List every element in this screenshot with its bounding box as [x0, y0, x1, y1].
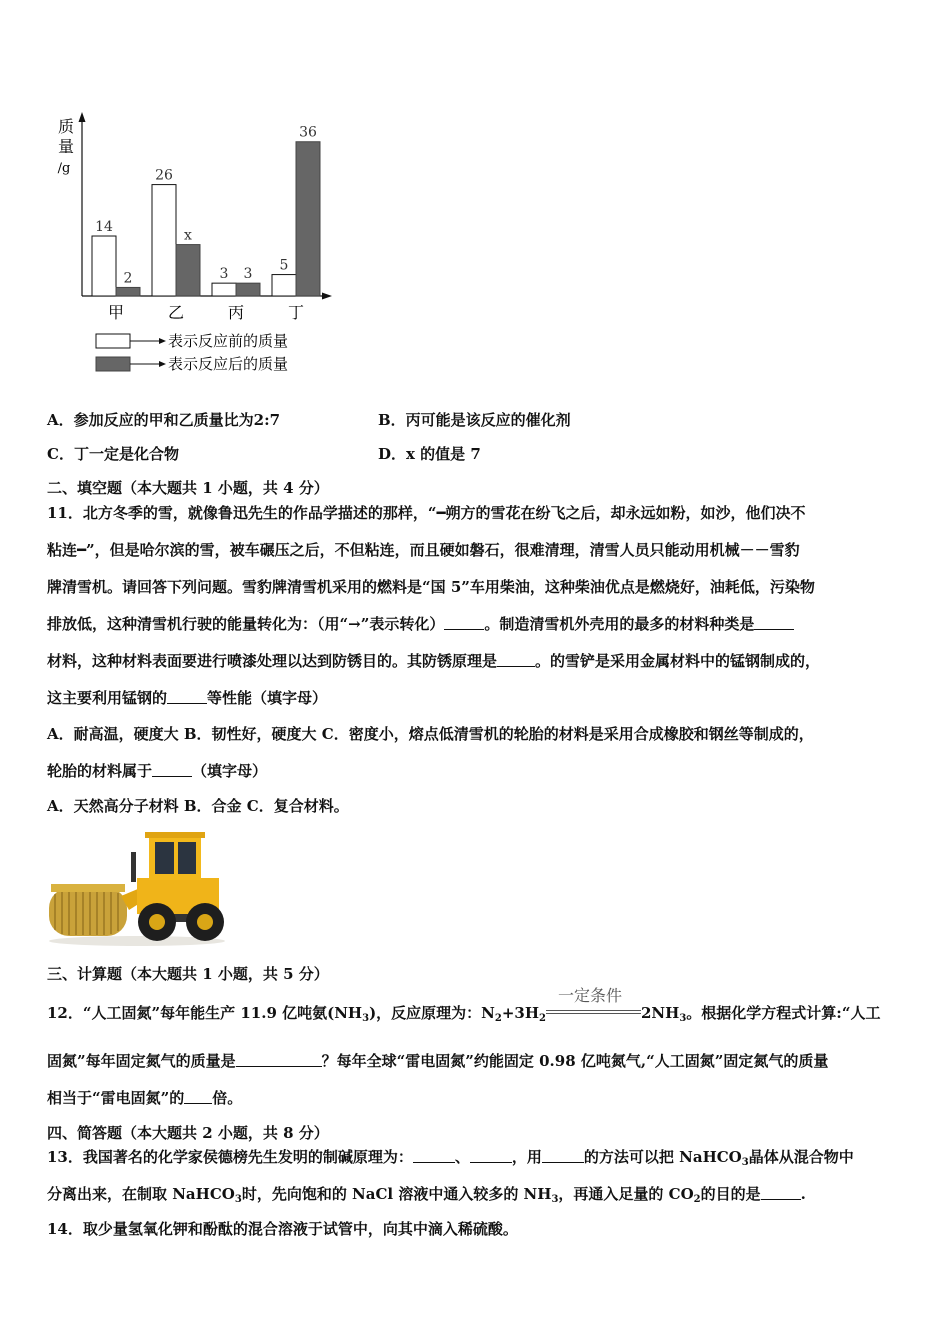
y-label-line-2: 量	[57, 137, 75, 156]
bar-before-2	[152, 185, 176, 296]
q11-line-5	[47, 651, 820, 671]
sub-3c: 3	[741, 1157, 749, 1168]
q12-line-3	[47, 1088, 242, 1108]
q11-line-4-a: 排放低，这种清雪机行驶的能量转化为：（用“→”表示转化）	[47, 615, 445, 633]
q10-option-c: C．丁一定是化合物	[47, 445, 179, 463]
sub-2c: 2	[693, 1194, 701, 1205]
data-label-before-1: 14	[95, 219, 113, 236]
q13-line2-b: 时，先向饱和的 NaCl 溶液中通入较多的 NH	[241, 1185, 552, 1203]
q13-line1-b: 、	[454, 1148, 470, 1166]
y-label-line-3: /g	[57, 161, 71, 176]
blank-principle-1[interactable]	[413, 1148, 455, 1163]
q11-line-3: 牌清雪机。请回答下列问题。雪豹牌清雪机采用的燃料是“国 5”车用柴油，这种柴油优点是燃烧好，油耗低，污染物	[47, 578, 815, 596]
q12-text-b: )，反应原理为：N	[369, 1004, 495, 1022]
blank-principle-2[interactable]	[470, 1148, 512, 1163]
y-axis-arrow	[79, 112, 86, 122]
q11-line-5-a: 材料，这种材料表面要进行喷漆处理以达到防锈目的。其防锈原理是	[47, 652, 498, 670]
sub-2: 2	[494, 1013, 502, 1024]
q11-line-6-a: 这主要利用锰钢的	[47, 689, 168, 707]
blank-nitrogen-mass[interactable]	[236, 1052, 322, 1067]
data-label-before-3: 3	[219, 266, 229, 283]
snow-sweeper-image	[45, 826, 230, 948]
q12-text-d: 2NH	[641, 1004, 680, 1022]
q12-line2-a: 固氮”每年固定氮气的质量是	[47, 1052, 236, 1070]
legend-arrowhead-after	[159, 361, 166, 367]
x-axis-arrow	[322, 293, 332, 300]
q12-line2-b: ？每年全球“雷电固氮”约能固定 0.98 亿吨氮气,“人工固氮”固定氮气的质量	[321, 1052, 829, 1070]
q13-line2-d: 的目的是	[700, 1185, 761, 1203]
sub-2b: 2	[539, 1013, 546, 1024]
q11-line-8	[47, 761, 267, 781]
y-axis-label	[58, 117, 74, 176]
category-label-1: 甲	[107, 303, 125, 322]
legend-label-before: 表示反应前的质量	[168, 332, 289, 350]
section-4-heading: 四、简答题（本大题共 2 小题，共 8 分）	[47, 1124, 329, 1142]
data-label-before-4: 5	[279, 257, 289, 274]
q10-option-b: B．丙可能是该反应的催化剂	[378, 411, 571, 429]
sub-3: 3	[362, 1013, 370, 1024]
q13-line1-e: 晶体从混合物中	[748, 1148, 854, 1166]
section-2-heading: 二、填空题（本大题共 1 小题，共 4 分）	[47, 479, 329, 497]
data-label-before-2: 26	[155, 167, 173, 184]
q14-line-1: 14．取少量氢氧化钾和酚酞的混合溶液于试管中，向其中滴入稀硫酸。	[47, 1220, 518, 1238]
q11-line-6-b: 等性能（填字母）	[207, 689, 328, 707]
blank-separation-method[interactable]	[542, 1148, 584, 1163]
legend-label-after: 表示反应后的质量	[168, 355, 289, 373]
sub-3b: 3	[679, 1013, 687, 1024]
q11-line-4	[47, 614, 794, 634]
sub-3d: 3	[234, 1194, 242, 1205]
legend-swatch-after	[96, 357, 130, 371]
bar-before-4	[272, 275, 296, 296]
q11-line-2: 粘连━”，但是哈尔滨的雪，被车碾压之后，不但粘连，而且硬如磐石，很难清理，清雪人员只能动用机械－－雪豹	[47, 541, 800, 559]
category-label-3: 丙	[227, 303, 245, 322]
q13-line-2	[47, 1184, 806, 1204]
data-label-after-1: 2	[123, 270, 133, 287]
q11-line-9: A．天然高分子材料 B．合金 C．复合材料。	[47, 797, 349, 815]
blank-energy-conversion[interactable]	[444, 615, 484, 630]
q12-line3-a: 相当于“雷电固氮”的	[47, 1089, 185, 1107]
q13-line1-d: 的方法可以把 NaHCO	[583, 1148, 742, 1166]
q13-line1-c: ，用	[511, 1148, 542, 1166]
q11-line-1: 11．北方冬季的雪，就像鲁迅先生的作品学描述的那样，“━朔方的雪花在纷飞之后，却永远如粉，如沙，他们决不	[47, 504, 806, 522]
q12-line-1	[47, 986, 881, 1024]
blank-steel-property[interactable]	[167, 689, 207, 704]
bar-after-3	[236, 283, 260, 296]
q11-line-7: A．耐高温，硬度大 B．韧性好，硬度大 C．密度小，熔点低清雪机的轮胎的材料是采用合成橡胶和钢丝等制成的，	[47, 725, 814, 743]
legend	[96, 332, 288, 373]
legend-arrowhead-before	[159, 338, 166, 344]
chart-canvas	[40, 100, 360, 390]
q11-line-5-b: 。的雪铲是采用金属材料中的锰钢制成的，	[535, 652, 821, 670]
q12-line-2	[47, 1051, 828, 1071]
data-label-after-3: 3	[243, 266, 253, 283]
category-label-4: 丁	[287, 303, 305, 322]
q13-line2-a: 分离出来，在制取 NaHCO	[47, 1185, 235, 1203]
q12-text-a: 12．“人工固氮”每年能生产 11.9 亿吨氨(NH	[47, 1004, 363, 1022]
data-label-after-2: x	[184, 227, 192, 244]
bar-after-2	[176, 245, 200, 296]
q10-option-a: A．参加反应的甲和乙质量比为2:7	[47, 411, 281, 429]
category-label-2: 乙	[167, 303, 185, 322]
blank-rust-principle[interactable]	[497, 652, 535, 667]
section-3-heading: 三、计算题（本大题共 1 小题，共 5 分）	[47, 965, 329, 983]
blank-material-type[interactable]	[754, 615, 794, 630]
q13-line1-a: 13．我国著名的化学家侯德榜先生发明的制碱原理为：	[47, 1148, 413, 1166]
y-label-line-1: 质	[57, 117, 75, 136]
bar-before-3	[212, 283, 236, 296]
mass-bar-chart	[40, 100, 360, 390]
q12-text-c: +3H	[501, 1004, 540, 1022]
q13-line2-c: ，再通入足量的 CO	[558, 1185, 694, 1203]
reaction-condition: 一定条件	[558, 986, 623, 1005]
q11-line-8-a: 轮胎的材料属于	[47, 762, 153, 780]
q10-option-d: D．x 的值是 7	[378, 445, 481, 463]
q11-line-6	[47, 688, 327, 708]
q11-line-8-b: （填字母）	[192, 762, 268, 780]
blank-tire-material[interactable]	[152, 762, 192, 777]
bar-after-4	[296, 142, 320, 296]
bars-group	[92, 125, 320, 322]
q11-line-4-b: 。制造清雪机外壳用的最多的材料种类是	[484, 615, 755, 633]
q12-line3-b: 倍。	[212, 1089, 243, 1107]
data-label-after-4: 36	[299, 124, 317, 141]
bar-before-1	[92, 236, 116, 296]
sub-3e: 3	[551, 1194, 559, 1205]
bar-after-1	[116, 287, 140, 296]
q13-line-1	[47, 1147, 854, 1167]
blank-co2-purpose[interactable]	[761, 1185, 801, 1200]
reaction-condition-arrow	[546, 986, 641, 1022]
q12-text-e: 。根据化学方程式计算:“人工	[686, 1004, 881, 1022]
blank-ratio[interactable]	[184, 1089, 212, 1104]
legend-swatch-before	[96, 334, 130, 348]
q13-line2-e: .	[800, 1185, 806, 1203]
